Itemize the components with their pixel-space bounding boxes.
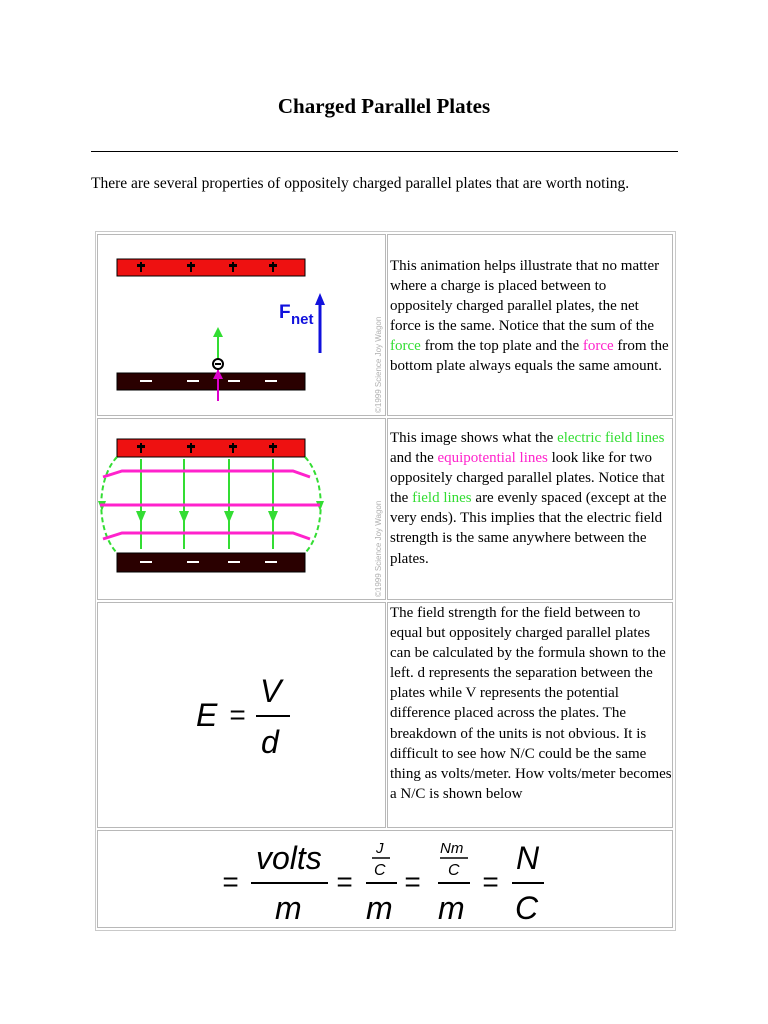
equipotential-highlight: equipotential lines xyxy=(437,450,548,467)
row3-description: The field strength for the field between to equal but oppositely charged parallel plates can be calculated by the formula shown to the left. d represents the separation between the plates while V represents the potential difference placed across the plates. The breakdown of the units is not obvious. It is difficult to see how N/C could be the same thing as volts/meter. How volts/meter becomes a N/C is shown below xyxy=(390,605,672,802)
intro-paragraph: There are several properties of oppositely charged parallel plates that are worth noting. xyxy=(91,175,630,192)
copyright-watermark: ©1999 Science Joy Wagon xyxy=(374,500,383,597)
force-highlight-green: force xyxy=(390,338,421,355)
equals-3: = xyxy=(404,866,421,897)
field-lines-highlight-2: field lines xyxy=(412,490,472,507)
row2-description: This image shows what the electric field lines and the equipotential lines look like for two oppositely charged parallel plates. Notice that the field lines are evenly spaced (except at the very ends). This implies that the electric field strength is the same anywhere between the plates. xyxy=(390,430,667,567)
row1-text-cell xyxy=(387,234,673,416)
net-force-animation xyxy=(98,235,385,415)
meter-denominator-2: m xyxy=(366,890,393,926)
copyright-watermark: ©1999 Science Joy Wagon xyxy=(374,316,383,413)
meter-denominator-1: m xyxy=(275,890,302,926)
equals-2: = xyxy=(336,866,353,897)
joule-symbol: J xyxy=(376,840,384,857)
row3-text-cell xyxy=(387,602,673,828)
meter-denominator-3: m xyxy=(438,890,465,926)
horizontal-rule xyxy=(91,151,678,152)
formula-equals: = xyxy=(229,699,246,730)
field-strength-formula xyxy=(98,603,385,827)
force-from-top-plate-arrow xyxy=(213,327,223,337)
fnet-label: F xyxy=(279,302,291,323)
equals-1: = xyxy=(222,866,239,897)
row1-image-cell xyxy=(97,234,386,416)
net-force-arrow xyxy=(315,293,325,305)
formula-d: d xyxy=(261,724,279,760)
force-highlight-magenta: force xyxy=(582,338,614,355)
newton-numerator: N xyxy=(516,840,540,876)
volts-numerator: volts xyxy=(256,840,322,876)
field-lines-highlight: electric field lines xyxy=(557,430,665,446)
row1-description: This animation helps illustrate that no matter where a charge is placed between to oppositely charged parallel plates, the net force is the same. Notice that the sum of the force from the top plate and the force from the bottom plate always equals the same amount. xyxy=(390,258,669,375)
field-lines-diagram xyxy=(98,419,385,599)
positive-plate xyxy=(117,259,305,276)
coulomb-symbol-2: C xyxy=(448,862,460,879)
newton-meter-symbol: Nm xyxy=(440,840,464,857)
coulomb-symbol-1: C xyxy=(374,862,386,879)
row2-text-cell xyxy=(387,418,673,600)
page-title: Charged Parallel Plates xyxy=(277,94,491,118)
unit-breakdown-cell xyxy=(97,830,673,928)
row3-formula-cell xyxy=(97,602,386,828)
row2-image-cell xyxy=(97,418,386,600)
formula-v: V xyxy=(260,673,282,709)
properties-table xyxy=(95,231,676,931)
coulomb-denominator: C xyxy=(515,890,539,926)
fnet-subscript: net xyxy=(291,311,314,328)
formula-e: E xyxy=(196,697,218,733)
unit-breakdown-equation xyxy=(98,831,672,927)
equipotential-lines xyxy=(100,471,320,539)
equals-4: = xyxy=(482,866,499,897)
